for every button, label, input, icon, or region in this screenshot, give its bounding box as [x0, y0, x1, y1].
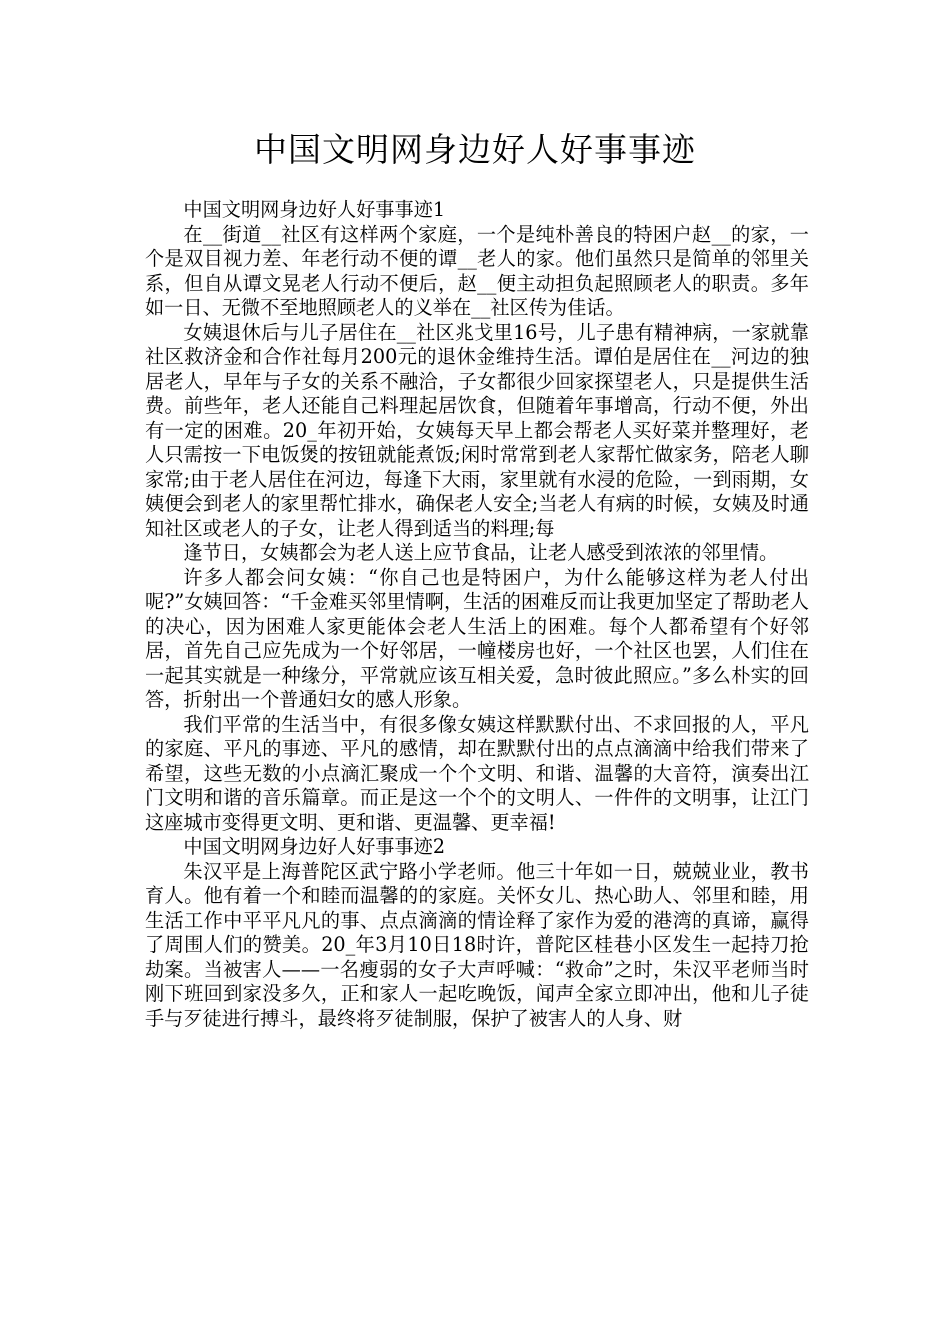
paragraph: 许多人都会问女姨：“你自己也是特困户，为什么能够这样为老人付出呢?”女姨回答：“千金难买邻里情啊，生活的困难反而让我更加坚定了帮助老人的决心，因为困难人家更能体会老人生活上的困难。每个人都希望有个好邻居，首先自己应先成为一个好邻居，一幢楼房也好，一个社区也罢，人们住在一起其实就是一种缘分，平常就应该互相关爱，急时彼此照应。”多么朴实的回答，折射出一个普通妇女的感人形象。 — [145, 565, 809, 711]
paragraph: 女姨退休后与儿子居住在__社区兆戈里16号，儿子患有精神病，一家就靠社区救济金和合作社每月200元的退休金维持生活。谭伯是居住在__河边的独居老人，早年与子女的关系不融洽，子女都很少回家探望老人，只是提供生活费。前些年，老人还能自己料理起居饮食，但随着年事增高，行动不便，外出有一定的困难。20_年初开始，女姨每天早上都会帮老人买好菜并整理好，老人只需按一下电饭煲的按钮就能煮饭;闲时常常到老人家帮忙做家务，陪老人聊家常;由于老人居住在河边，每逢下大雨，家里就有水浸的危险，一到雨期，女姨便会到老人的家里帮忙排水，确保老人安全;当老人有病的时候，女姨及时通知社区或老人的子女，让老人得到适当的料理;每 — [145, 320, 809, 540]
paragraph: 我们平常的生活当中，有很多像女姨这样默默付出、不求回报的人，平凡的家庭、平凡的事迹、平凡的感情，却在默默付出的点点滴滴中给我们带来了希望，这些无数的小点滴汇聚成一个个文明、和谐、温馨的大音符，演奏出江门文明和谐的音乐篇章。而正是这一个个的文明人、一件件的文明事，让江门这座城市变得更文明、更和谐、更温馨、更幸福! — [145, 712, 809, 834]
paragraph: 在__街道__社区有这样两个家庭，一个是纯朴善良的特困户赵__的家，一个是双目视力差、年老行动不便的谭__老人的家。他们虽然只是简单的邻里关系，但自从谭文晃老人行动不便后，赵__便主动担负起照顾老人的职责。多年如一日、无微不至地照顾老人的义举在__社区传为佳话。 — [145, 222, 809, 319]
section-heading-1: 中国文明网身边好人好事事迹1 — [183, 198, 446, 221]
section-heading-2: 中国文明网身边好人好事事迹2 — [183, 835, 446, 858]
paragraph: 朱汉平是上海普陀区武宁路小学老师。他三十年如一日，兢兢业业，教书育人。他有着一个和睦而温馨的的家庭。关怀女儿、热心助人、邻里和睦，用生活工作中平平凡凡的事、点点滴滴的情诠释了家作为爱的港湾的真谛，赢得了周围人们的赞美。20_年3月10日18时许，普陀区桂巷小区发生一起持刀抢劫案。当被害人——一名瘦弱的女子大声呼喊：“救命”之时，朱汉平老师当时刚下班回到家没多久，正和家人一起吃晚饭，闻声全家立即冲出，他和儿子徒手与歹徒进行搏斗，最终将歹徒制服，保护了被害人的人身、财 — [145, 859, 809, 1030]
paragraph: 逢节日，女姨都会为老人送上应节食品，让老人感受到浓浓的邻里情。 — [183, 541, 779, 564]
document-title: 中国文明网身边好人好事事迹 — [254, 130, 696, 169]
document-body — [145, 198, 809, 1031]
